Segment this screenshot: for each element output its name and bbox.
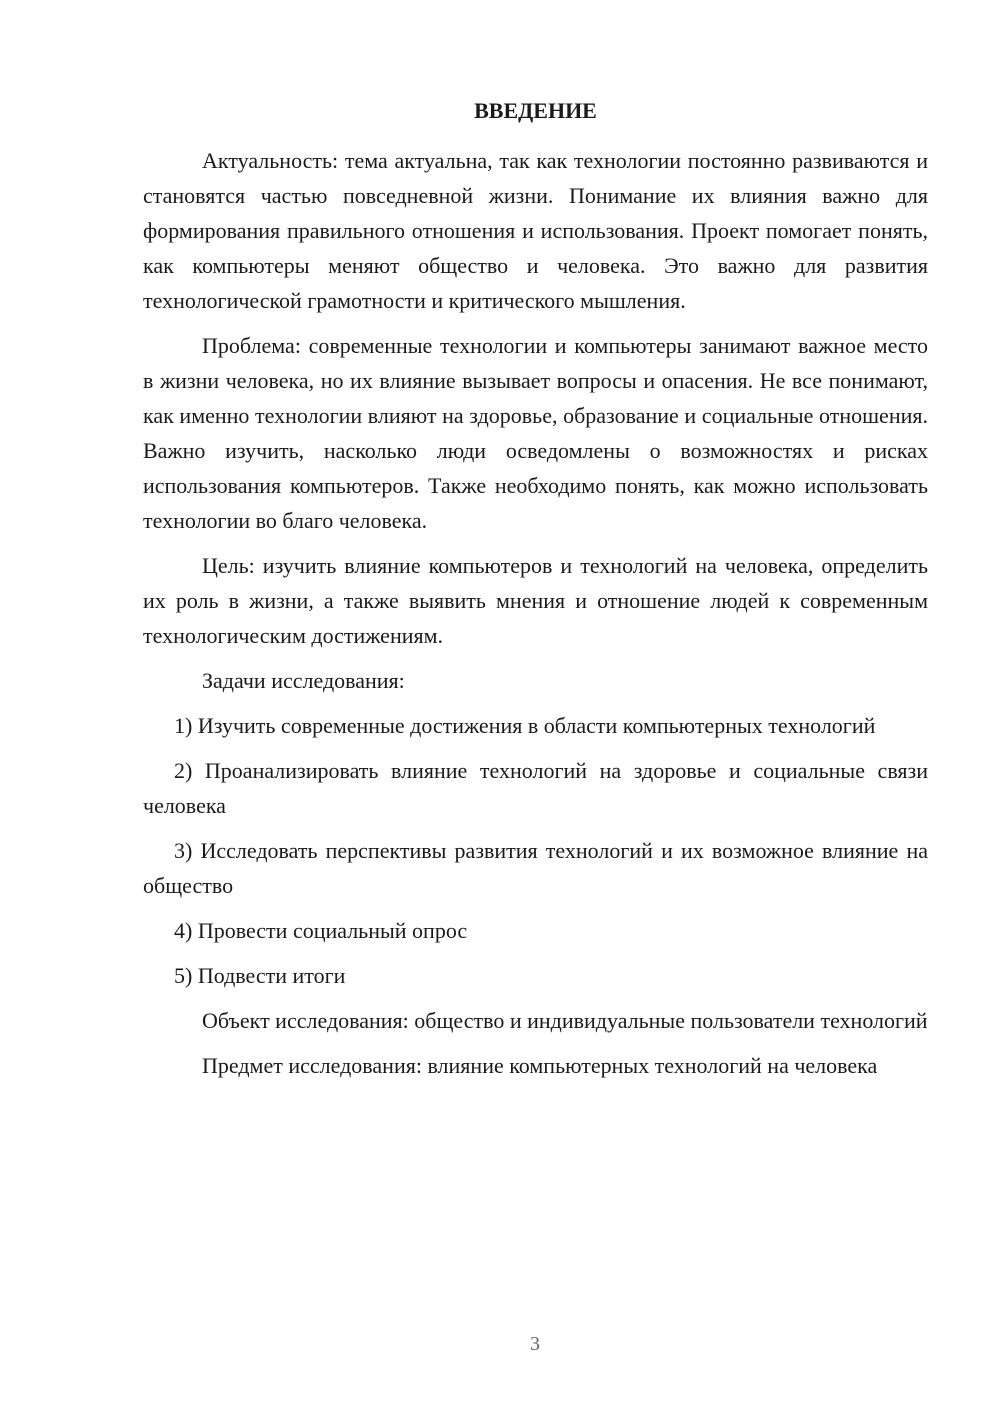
problem-paragraph: Проблема: современные технологии и компьютеры занимают важное место в жизни человека, но их влияние вызывает вопросы и опасения. Не все понимают, как именно технологии влияют на здоровье, образование и социальные отношения. Важно изучить, насколько люди осведомлены о возможностях и рисках использования компьютеров. Также необходимо понять, как можно использовать технологии во благо человека. [143, 333, 928, 533]
task-item-1: 1) Изучить современные достижения в области компьютерных технологий [174, 713, 876, 738]
task-item-2: 2) Проанализировать влияние технологий на здоровье и социальные связи человека [143, 758, 928, 818]
tasks-heading: Задачи исследования: [202, 668, 405, 693]
page-title: ВВЕДЕНИЕ [474, 98, 597, 123]
subject-paragraph: Предмет исследования: влияние компьютерных технологий на человека [202, 1053, 878, 1078]
page-number: 3 [530, 1333, 540, 1355]
task-item-3: 3) Исследовать перспективы развития технологий и их возможное влияние на общество [143, 838, 928, 898]
task-item-4: 4) Провести социальный опрос [174, 918, 468, 943]
document-body [143, 143, 928, 1093]
goal-paragraph: Цель: изучить влияние компьютеров и технологий на человека, определить их роль в жизни, а также выявить мнения и отношение людей к современным технологическим достижениям. [143, 553, 928, 648]
relevance-paragraph: Актуальность: тема актуальна, так как технологии постоянно развиваются и становятся частью повседневной жизни. Понимание их влияния важно для формирования правильного отношения и использования. Проект помогает понять, как компьютеры меняют общество и человека. Это важно для развития технологической грамотности и критического мышления. [143, 148, 928, 313]
object-paragraph: Объект исследования: общество и индивидуальные пользователи технологий [202, 1008, 928, 1033]
task-item-5: 5) Подвести итоги [174, 963, 346, 988]
